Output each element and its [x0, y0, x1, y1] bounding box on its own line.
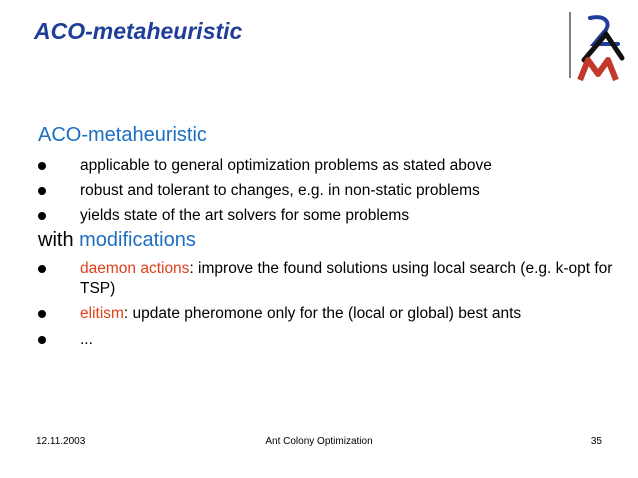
bullet-icon — [38, 162, 46, 170]
page-number: 35 — [590, 436, 602, 447]
term-elitism: elitism — [80, 305, 124, 322]
list-item: yields state of the art solvers for some problems — [38, 206, 618, 226]
section-heading-modifications: with modifications — [38, 229, 196, 251]
list-item: robust and tolerant to changes, e.g. in non-static problems — [38, 181, 618, 201]
list-item: elitism: update pheromone only for the (local or global) best ants — [38, 304, 618, 324]
footer-date: 12.11.2003 — [36, 436, 86, 447]
bullet-icon — [38, 265, 46, 273]
bullet-icon — [38, 212, 46, 220]
list-item: daemon actions: improve the found solutions using local search (e.g. k-opt for TSP) — [38, 259, 618, 299]
aco-bullet-list — [38, 156, 618, 226]
section-heading-aco: ACO-metaheuristic — [38, 124, 207, 146]
list-item: applicable to general optimization problems as stated above — [38, 156, 618, 176]
footer-title: Ant Colony Optimization — [265, 436, 373, 447]
modifications-bullet-list — [38, 259, 618, 350]
logo-icon — [566, 10, 632, 82]
bullet-icon — [38, 336, 46, 344]
bullet-icon — [38, 187, 46, 195]
slide-title: ACO-metaheuristic — [34, 18, 243, 44]
bullet-icon — [38, 310, 46, 318]
term-daemon-actions: daemon actions — [80, 260, 190, 277]
list-item: ... — [38, 330, 618, 350]
